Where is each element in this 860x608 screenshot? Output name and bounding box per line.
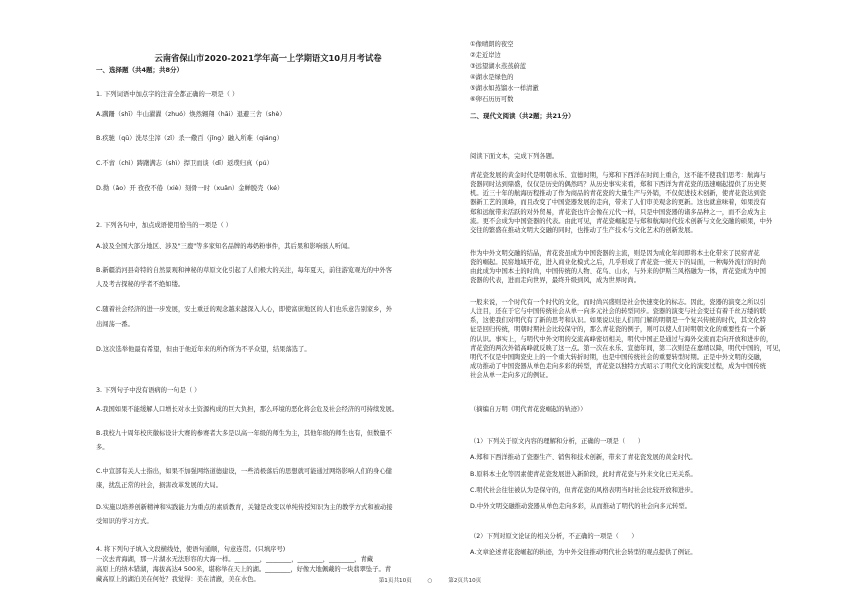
question-4-passage-line2: 高原上的纳木错湖，海拔高达4 500米，堪称举在天上的湖。________，好像大地佩戴的一块翡翠坠子。青 bbox=[96, 566, 392, 573]
reading-source: （摘编自万明《明代青花瓷崛起的轨迹》） bbox=[470, 406, 587, 413]
question-2-option-c-line2: 出闯荡一番。 bbox=[96, 321, 134, 328]
reading-question-2-option-a: A.文章论述青花瓷崛起的轨迹，为中外交往推动明代社会转型的观点提供了例证。 bbox=[470, 549, 697, 556]
question-4-stem: 4. 将下列句子填入文段横线处，使语句通顺，句意连贯。(只填序号) bbox=[96, 546, 286, 553]
reading-p2-line: 由此成为中国本土的时尚，中国传统的人物、花鸟、山水，与外来的伊斯兰风格融为一体，青花瓷成为中国 bbox=[470, 268, 766, 276]
question-1-option-a: A.蹒跚（shī）牛山濯濯（zhuó）焕然翱翔（hāi）退避三舍（shè） bbox=[96, 111, 286, 118]
reading-p3-line: 明代不仅是中国陶瓷史上的一个重大转折时期，也是中国传统社会的重要转型时期。正是中外文明的交融， bbox=[470, 353, 766, 361]
question-3-option-c-line2: 康，扰乱正常的社会，损害改革发展的大局。 bbox=[96, 482, 222, 489]
reading-question-1-stem: （1）下列关于原文内容的理解和分析，正确的一项是（ ） bbox=[470, 438, 645, 445]
reading-p1-line: 机。近三十年的航海历程推动了作为商品的青花瓷的大量生产与外销，不仅促进技术创新，使青花瓷达到瓷 bbox=[470, 190, 766, 198]
page-number-left: 第1页共10页 bbox=[378, 578, 412, 584]
exam-title: 云南省保山市2020-2021学年高一上学期语文10月月考试卷 bbox=[154, 53, 382, 63]
question-1-option-c: C.不啻（chì）踌躇满志（shì）捍卫而谈（dī）返璞归真（pú） bbox=[96, 160, 273, 167]
reading-p1-line: 流。更不会成为中国瓷器的代表。由此可见，青花瓷崛起是与郑和航海时代技术创新与文化交融的硕果，中外 bbox=[470, 217, 773, 225]
question-2-option-a: A.波及全国大部分地区、涉及"三鹿"等多家知名品牌的毒奶粉事件，其后果和影响骇人听闻。 bbox=[96, 243, 354, 250]
fill-option-6: ⑥卵石历历可数 bbox=[470, 96, 514, 103]
reading-p1-line: 交往的繁盛在推动文明大交融的同时，也推动了生产技术与文化艺术的创新发展。 bbox=[470, 226, 697, 234]
question-1-stem: 1. 下列词语中加点字的注音全都正确的一项是（ ） bbox=[96, 91, 239, 98]
page-number-right: 第2页共10页 bbox=[448, 578, 482, 584]
question-3-option-c-line1: C.中宣部有关人士指出，如果不加强网络道德建设，一些消极落后的思想就可能通过网络影响人们的身心健 bbox=[96, 468, 393, 475]
reading-paragraph-3 bbox=[470, 298, 788, 380]
reading-p2-line: 瓷的崛起。民窑地域开花，进入商业化模式之后，几乎形成了青花瓷一统天下的局面，一种海外流行的时尚 bbox=[470, 259, 766, 267]
question-1-option-b: B.疾驰（qū）洗尽尘滓（zǐ）杀一儆百（jǐng）融入所难（qiáng） bbox=[96, 135, 283, 142]
question-3-option-b-line2: 多。 bbox=[96, 444, 109, 451]
fill-option-4: ④湖水是绿色的 bbox=[470, 74, 514, 81]
question-3-option-b-line1: B.我校九十周年校庆徽标设计大赛的参赛者大多是以高一年级的师生为主，其他年级的师生也有，但数量不 bbox=[96, 430, 392, 437]
reading-p1-line: 瓷器同时达到鼎盛，仅仅是历史的偶然吗？从历史事实来看，郑和下西洋为青花瓷的迅速崛起提供了历史契 bbox=[470, 181, 766, 189]
question-3-option-a: A.我国如果不能缓解人口增长对水土资源构成的巨大负担，那么环境的恶化将会危及社会经济的可持续发展。 bbox=[96, 406, 399, 413]
fill-option-5: ⑤湖水如蒸馏水一样清澈 bbox=[470, 85, 539, 92]
fill-option-1: ①像晴朗的夜空 bbox=[470, 41, 514, 48]
question-1-option-d: D.拗（ǎo）开 孜孜不倦（xiè）刻骨一时（xuān）金蝉脱壳（ké） bbox=[96, 185, 284, 192]
question-2-option-c-line1: C.随着社会经济的进一步发展，安土重迁的观念越来越深入人心，即使富庶地区的人们也乐意告别家乡，外 bbox=[96, 306, 393, 313]
reading-p3-line: 成功推动了中国瓷器从单色走向多彩的转型，青花瓷以独特方式昭示了明代文化的演变过程，成为中国传统 bbox=[470, 362, 766, 370]
question-3-option-d-line2: 受知识的学习方式。 bbox=[96, 518, 153, 525]
reading-p3-line: 征是回归传统，明朝时期社会比较保守的，那么青花瓷的例子，则可以使人们对明朝文化的重要性有一个新 bbox=[470, 326, 766, 334]
reading-p2-line: 瓷器的代表，进而走向世界，最终升级到风，成为世界时尚。 bbox=[470, 277, 641, 285]
page-footer bbox=[0, 576, 860, 584]
question-2-option-b-line2: 人及考古探秘的学者不绝如缕。 bbox=[96, 281, 185, 288]
reading-intro: 阅读下面文本，完成下列各题。 bbox=[470, 153, 559, 160]
reading-question-1-option-a: A.郑和下西洋推动了瓷器生产、销售和技术创新，带来了青花瓷发展的黄金时代。 bbox=[470, 454, 697, 461]
reading-question-2-stem: （2）下列对原文论证的相关分析，不正确的一项是（ ） bbox=[470, 533, 638, 540]
question-2-stem: 2. 下列各句中，加点成语使用恰当的一项是（ ） bbox=[96, 222, 232, 229]
reading-paragraph-2 bbox=[470, 249, 788, 286]
question-2-option-d: D.这次选举他最有希望，但由于他近年来的所作所为不孚众望，结果落选了。 bbox=[96, 346, 311, 353]
reading-question-1-option-c: C.明代社会往往被认为是保守的，但青花瓷的风格表明当时社会比较开放和进步。 bbox=[470, 487, 697, 494]
question-3-option-d-line1: D.实施以培养创新精神和实践能力为重点的素质教育，关键是改变以单纯传授知识为主的教学方式和被动接 bbox=[96, 504, 393, 511]
reading-p2-line: 作为中外文明交融的结晶，青花瓷虽成为中国瓷器的主流，则是因为成化年间即将本土化带来了民窑青花 bbox=[470, 250, 760, 257]
reading-p3-line: 的认识。事实上，与明代中外文明的交流高峰密切相关，明代中国正是通过与海外交流而走向开放和进步的， bbox=[470, 335, 773, 343]
fill-option-2: ②走近岸边 bbox=[470, 52, 501, 59]
question-2-option-b-line1: B.新疆消河县奇特的自然景观和神秘的草原文化引起了人们极大的关注，每年夏天，前往游览观光的中外客 bbox=[96, 267, 392, 274]
reading-question-1-option-b: B.原料本土化等因素使青花瓷发展进入新阶段，此时青花瓷与外来文化已无关系。 bbox=[470, 471, 697, 478]
reading-paragraph-1 bbox=[470, 171, 788, 235]
reading-p1-line: 器新工艺的顶峰，而且改变了中国瓷器发展的走向，带来了人们审美观念的更新。这也就意味着，如果没有 bbox=[470, 199, 766, 207]
reading-p3-line: 社会从单一走向多元的例证。 bbox=[470, 372, 552, 379]
reading-p1-line: 郑和远航带来活跃的对外贸易，青花瓷也许会像在元代一样，只是中国瓷器的诸多品种之一，而不会成为主 bbox=[470, 208, 766, 216]
page-separator: ○ bbox=[427, 578, 433, 584]
reading-p1-line: 青花瓷发展的黄金时代是明朝永乐、宣德时期，与郑和下西洋在时间上重合，这不能不使我们思考：航海与 bbox=[470, 172, 766, 179]
reading-p3-line: 人注目，还在于它与中国传统社会从单一向多元社会的转型同步。瓷器的演变与社会变迁有着千丝万缕的联 bbox=[470, 308, 766, 316]
question-3-stem: 3. 下列句子中没有语病的一句是（ ） bbox=[96, 387, 201, 394]
reading-question-1-option-d: D.中外文明交融推动瓷器从单色走向多彩，从而推动了明代的社会向多元转型。 bbox=[470, 503, 691, 510]
question-4-passage-line1: 一次去青海湖，那一片湖水无法形容的大海一样。________，________，________，________，青藏 bbox=[96, 556, 374, 563]
reading-p3-line: 系，这使我们对明代有了新的思考和认识。如果说以往人们用门解的明朝是一个复兴传统的时代，其文化特 bbox=[470, 317, 766, 325]
reading-p3-line: 青花瓷的两次外销高峰就反映了这一点。第一次在永乐、宣德年间，第二次则是在嘉靖以降，明代中国的，可见， bbox=[470, 344, 785, 352]
section-1-heading: 一、选择题（共4题；共8分） bbox=[96, 66, 184, 74]
question-4-passage-line3: 藏高原上的湖泊美在何处？我觉得：美在清澈，美在水色。 bbox=[96, 576, 260, 583]
fill-option-3: ③远望湖水蒸蒸蔚蓝 bbox=[470, 63, 527, 70]
section-2-heading: 二、现代文阅读（共2题；共21分） bbox=[470, 112, 575, 120]
reading-p3-line: 一般来说，一个时代有一个时代的文化，而时尚兴盛则是社会快速变化的标志。因此，瓷器的演变之所以引 bbox=[470, 299, 766, 306]
